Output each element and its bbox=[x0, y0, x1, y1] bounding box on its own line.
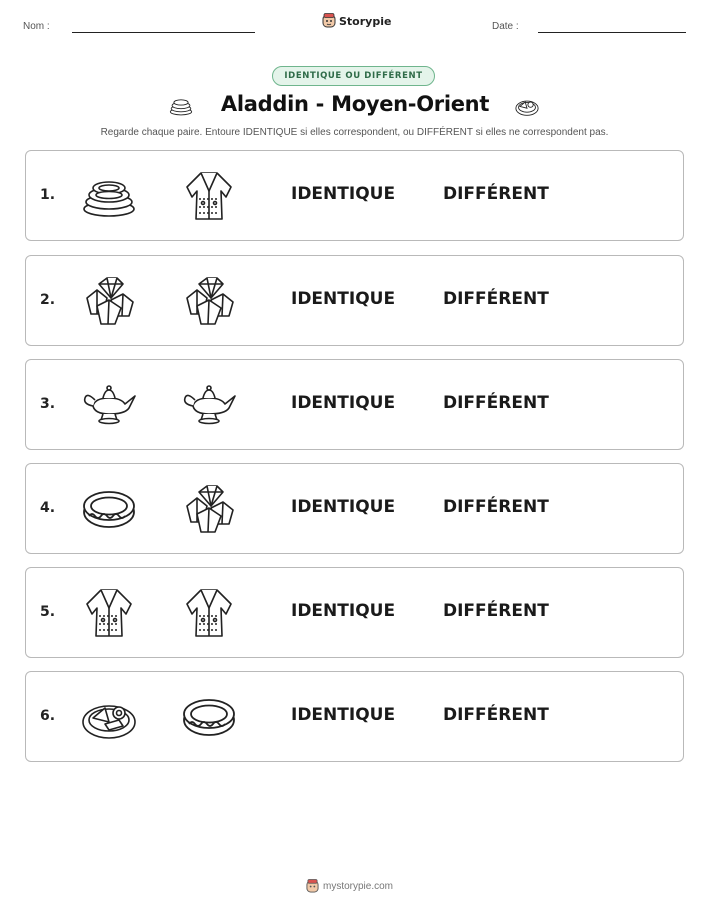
question-number: 6. bbox=[40, 708, 56, 724]
question-number: 2. bbox=[40, 292, 56, 308]
different-option[interactable]: DIFFÉRENT bbox=[443, 601, 549, 621]
different-option[interactable]: DIFFÉRENT bbox=[443, 393, 549, 413]
question-number: 4. bbox=[40, 500, 56, 516]
same-option[interactable]: IDENTIQUE bbox=[291, 497, 396, 517]
same-option[interactable]: IDENTIQUE bbox=[291, 705, 396, 725]
instructions: Regarde chaque paire. Entoure IDENTIQUE si elles correspondent, ou DIFFÉRENT si elles ne correspondent pas. bbox=[100, 127, 609, 138]
food-plate-icon bbox=[81, 690, 137, 744]
name-field-line[interactable] bbox=[72, 32, 255, 33]
question-row-3 bbox=[25, 359, 684, 450]
storypie-mascot-icon bbox=[322, 13, 336, 29]
question-number: 3. bbox=[40, 396, 56, 412]
bracelet-icon bbox=[81, 482, 137, 536]
different-option[interactable]: DIFFÉRENT bbox=[443, 184, 549, 204]
gems-icon bbox=[81, 274, 137, 328]
different-option[interactable]: DIFFÉRENT bbox=[443, 289, 549, 309]
storypie-mascot-icon bbox=[306, 879, 319, 894]
question-number: 5. bbox=[40, 604, 56, 620]
same-option[interactable]: IDENTIQUE bbox=[291, 289, 396, 309]
magic-lamp-icon bbox=[81, 378, 137, 432]
name-label: Nom : bbox=[23, 21, 50, 32]
coins-icon bbox=[167, 94, 195, 123]
question-row-4 bbox=[25, 463, 684, 554]
worksheet-type-badge: IDENTIQUE OU DIFFÉRENT bbox=[272, 66, 435, 86]
question-row-1 bbox=[25, 150, 684, 241]
gems-icon bbox=[181, 274, 237, 328]
question-row-5 bbox=[25, 567, 684, 658]
same-option[interactable]: IDENTIQUE bbox=[291, 393, 396, 413]
footer-url[interactable]: mystorypie.com bbox=[323, 881, 394, 892]
bracelet-icon bbox=[181, 690, 237, 744]
magic-lamp-icon bbox=[181, 378, 237, 432]
footer bbox=[306, 879, 393, 894]
different-option[interactable]: DIFFÉRENT bbox=[443, 705, 549, 725]
date-label: Date : bbox=[492, 21, 519, 32]
robe-icon bbox=[181, 586, 237, 640]
same-option[interactable]: IDENTIQUE bbox=[291, 184, 396, 204]
date-field-line[interactable] bbox=[538, 32, 686, 33]
gems-icon bbox=[181, 482, 237, 536]
robe-icon bbox=[81, 586, 137, 640]
brand-name: Storypie bbox=[339, 14, 392, 28]
question-row-6 bbox=[25, 671, 684, 762]
storypie-logo bbox=[322, 13, 391, 29]
page-title: Aladdin - Moyen-Orient bbox=[220, 92, 490, 116]
food-plate-icon bbox=[512, 94, 542, 123]
question-number: 1. bbox=[40, 187, 56, 203]
question-row-2 bbox=[25, 255, 684, 346]
same-option[interactable]: IDENTIQUE bbox=[291, 601, 396, 621]
different-option[interactable]: DIFFÉRENT bbox=[443, 497, 549, 517]
robe-icon bbox=[181, 169, 237, 223]
coins-icon bbox=[81, 169, 137, 223]
